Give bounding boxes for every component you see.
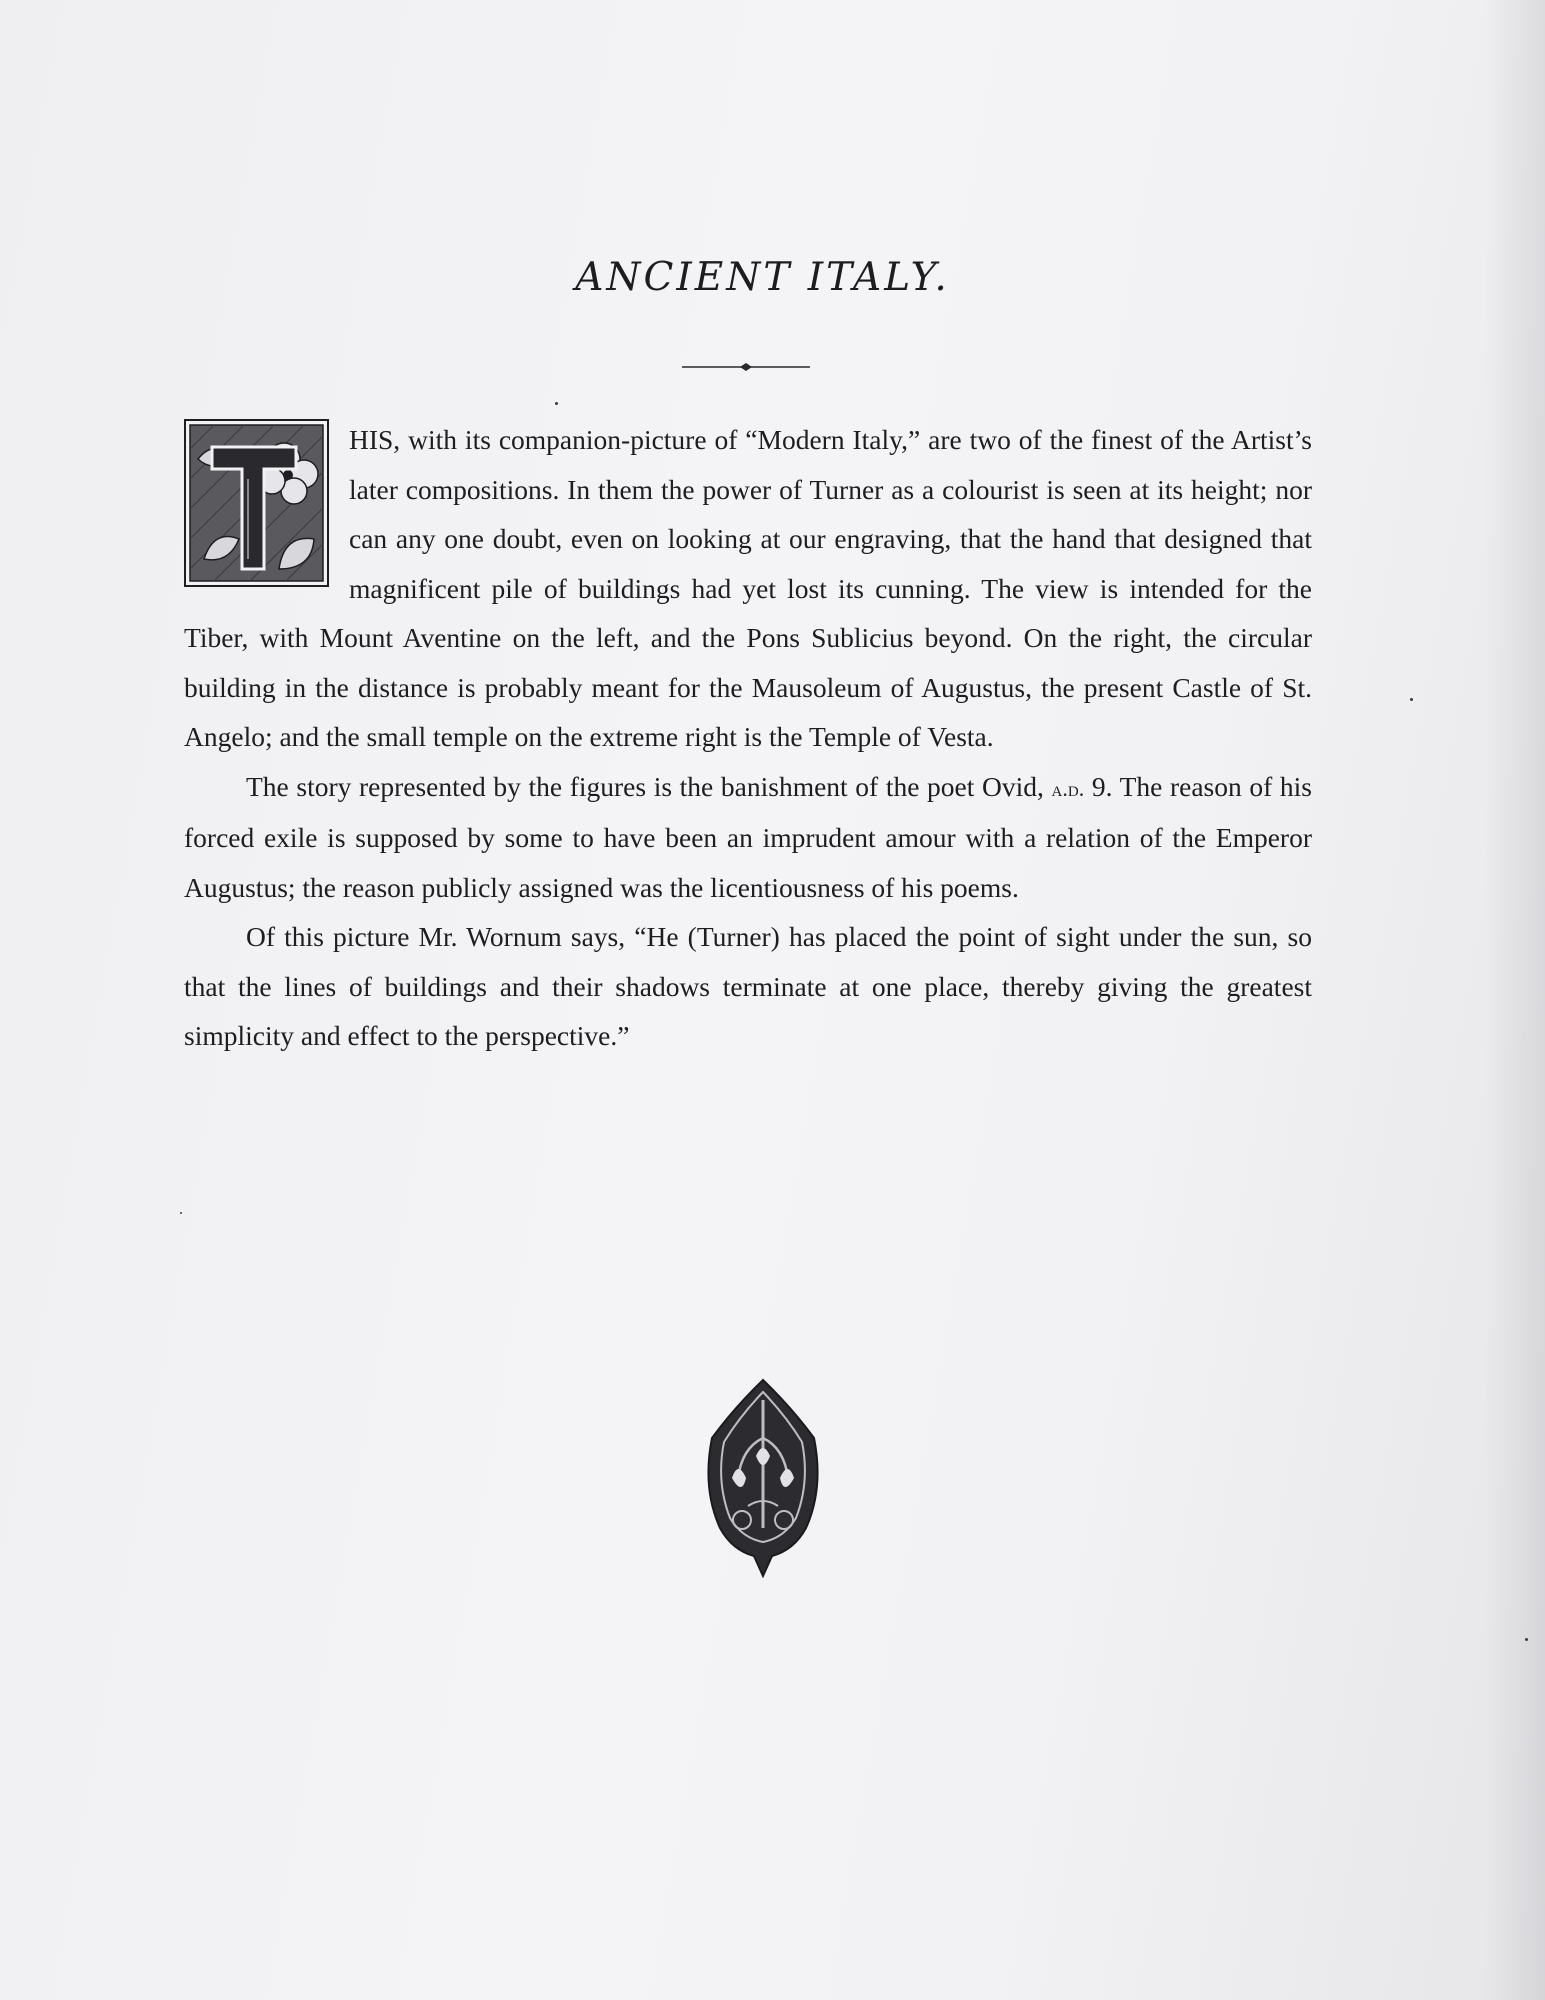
paragraph-2-smallcaps: a.d. [1051,775,1085,801]
article-body [184,415,1312,1061]
paper-speck [555,402,558,405]
floral-initial-T-icon [184,419,329,587]
paragraph-3: Of this picture Mr. Wornum says, “He (Turner) has placed the point of sight under the sun, so that the lines of buildings and their shadows terminate at one place, thereby giving the greatest simplicity and effect to the perspective.” [184,921,1312,1051]
page-edge-shadow [1485,0,1545,2000]
paragraph-1 [184,415,1312,762]
paper-speck [1525,1638,1528,1641]
snowdrop-tailpiece-ornament-icon [702,1378,824,1578]
paragraph-2 [184,762,1312,913]
paragraph-1-text: HIS, with its companion-picture of “Modern Italy,” are two of the finest of the Artist’s later compositions. In them the power of Turner as a colourist is seen at its height; nor can any one doubt, even on looking at our engraving, that the hand that designed that magnificent pile of buildings had yet lost its cunning. The view is intended for the Tiber, with Mount Aventine on the left, and the Pons Sublicius beyond. On the right, the circular building in the distance is probably meant for the Mausoleum of Augustus, the present Castle of St. Angelo; and the small temple on the extreme right is the Temple of Vesta. [184,424,1312,752]
paper-speck [1410,698,1413,701]
diamond-rule-icon [682,362,810,372]
paragraph-2-text-after: 9. The reason of his forced exile is supposed by some to have been an imprudent amour with a relation of the Emperor Augustus; the reason publicly assigned was the licentiousness of his poems. [184,770,1312,903]
paragraph-2-text-before: The story represented by the figures is the banishment of the poet Ovid, [246,770,1052,802]
paper-speck [180,1212,182,1214]
page-title: ANCIENT ITALY. [575,255,950,300]
